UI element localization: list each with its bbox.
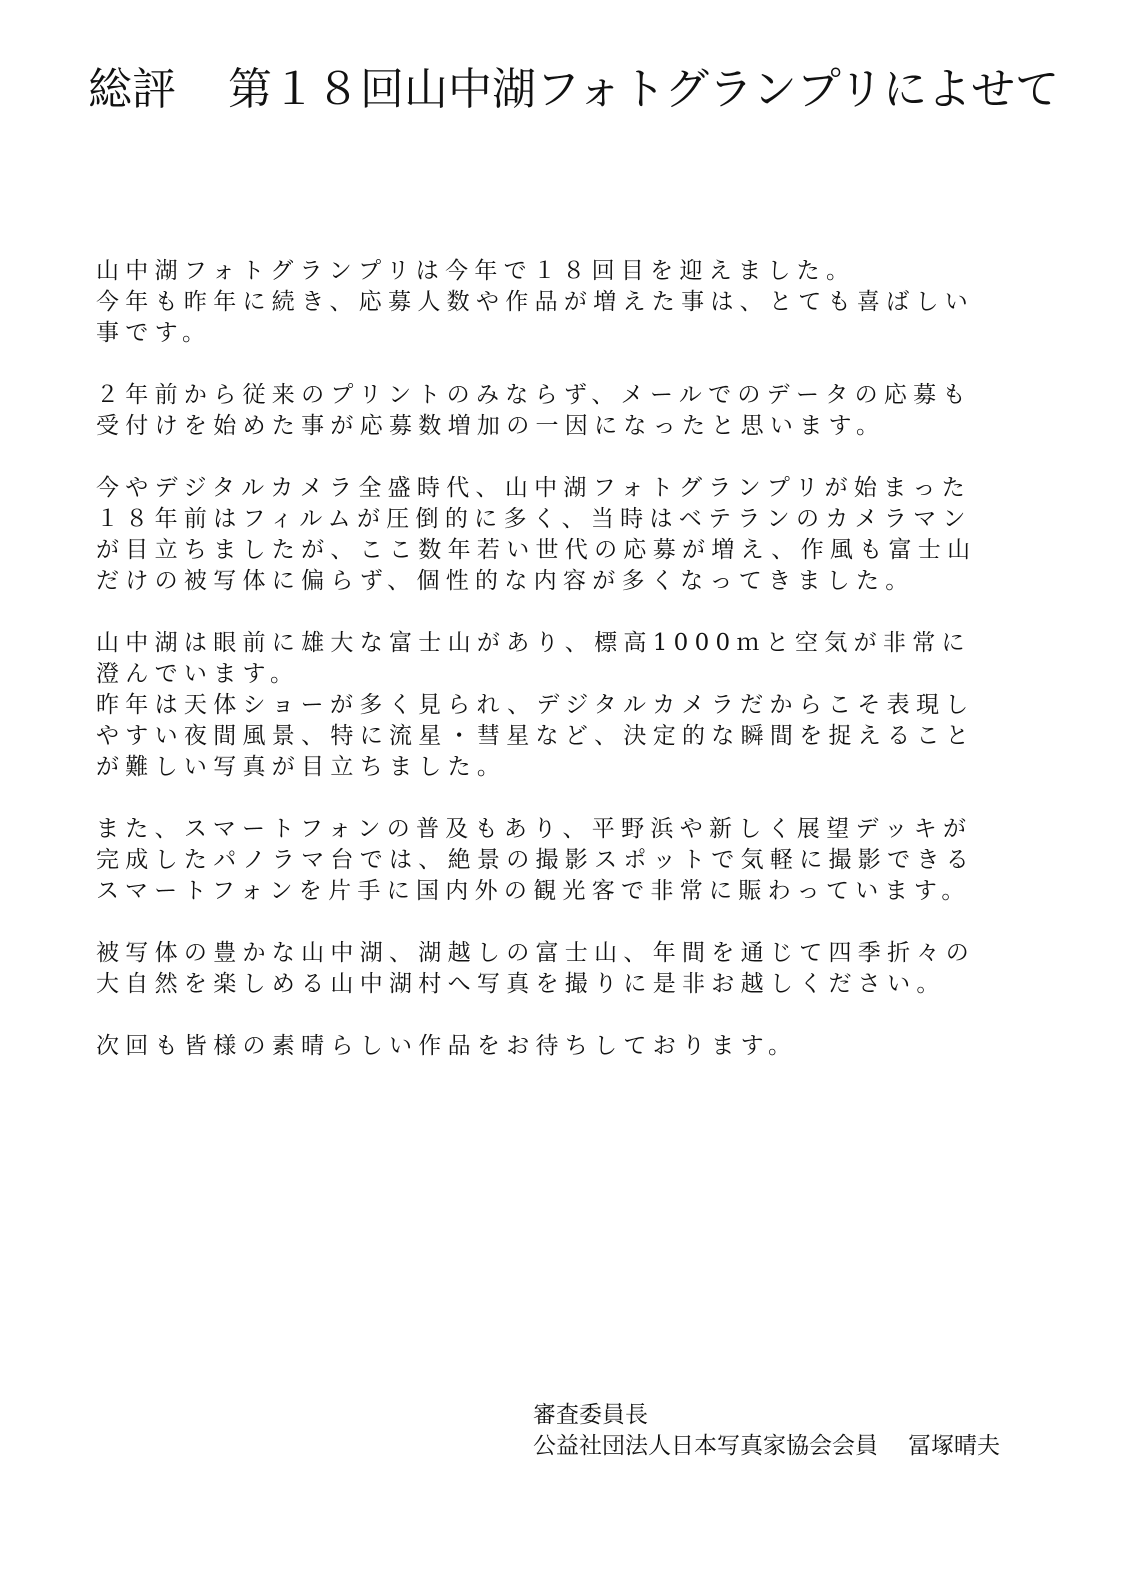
paragraph-scenery (96, 628, 1026, 783)
paragraph-intro (96, 256, 1026, 349)
signature-name: 冨塚晴夫 (908, 1433, 1000, 1459)
paragraph-line: やすい夜間風景、特に流星・彗星など、決定的な瞬間を捉えること (96, 723, 975, 749)
signature-block (533, 1400, 1000, 1462)
paragraph-spacer (96, 349, 1026, 380)
title-sub: 第１８回山中湖フォトグランプリによせて (228, 64, 1060, 115)
paragraph-line: が難しい写真が目立ちました。 (96, 754, 507, 780)
paragraph-line: 事です。 (96, 320, 212, 346)
paragraph-line: 昨年は天体ショーが多く見られ、デジタルカメラだからこそ表現し (96, 692, 975, 718)
paragraph-invitation (96, 938, 1026, 1000)
paragraph-spacer (96, 442, 1026, 473)
paragraph-line: 次回も皆様の素晴らしい作品をお待ちしております。 (96, 1033, 798, 1059)
paragraph-line: が目立ちましたが、ここ数年若い世代の応募が増え、作風も富士山 (96, 537, 977, 563)
paragraph-spacer (96, 907, 1026, 938)
paragraph-line: 山中湖フォトグランプリは今年で１８回目を迎えました。 (96, 258, 856, 284)
page-title (88, 64, 1060, 115)
paragraph-line: 被写体の豊かな山中湖、湖越しの富士山、年間を通じて四季折々の (96, 940, 975, 966)
paragraph-line: 大自然を楽しめる山中湖村へ写真を撮りに是非お越しください。 (96, 971, 946, 997)
paragraph-line: １８年前はフィルムが圧倒的に多く、当時はベテランのカメラマン (96, 506, 972, 532)
signature-organization: 公益社団法人日本写真家協会会員 (533, 1433, 878, 1459)
review-body (96, 256, 1026, 1062)
title-main: 総評 (88, 64, 176, 115)
paragraph-line: 完成したパノラマ台では、絶景の撮影スポットで気軽に撮影できる (96, 847, 975, 873)
signature-position: 審査委員長 (533, 1402, 648, 1428)
paragraph-line: スマートフォンを片手に国内外の観光客で非常に賑わっています。 (96, 878, 971, 904)
paragraph-digital-era (96, 473, 1026, 597)
paragraph-spacer (96, 1000, 1026, 1031)
paragraph-line: ２年前から従来のプリントのみならず、メールでのデータの応募も (96, 382, 972, 408)
paragraph-line: 受付けを始めた事が応募数増加の一因になったと思います。 (96, 413, 886, 439)
paragraph-spacer (96, 783, 1026, 814)
paragraph-submissions (96, 380, 1026, 442)
signature-affiliation-line (533, 1431, 1000, 1462)
paragraph-line: また、スマートフォンの普及もあり、平野浜や新しく展望デッキが (96, 816, 973, 842)
paragraph-smartphone (96, 814, 1026, 907)
paragraph-closing (96, 1031, 1026, 1062)
paragraph-spacer (96, 597, 1026, 628)
paragraph-line: 山中湖は眼前に雄大な富士山があり、標高1000ｍと空気が非常に (96, 630, 971, 656)
paragraph-line: 今やデジタルカメラ全盛時代、山中湖フォトグランプリが始まった (96, 475, 972, 501)
paragraph-line: 今年も昨年に続き、応募人数や作品が増えた事は、とても喜ばしい (96, 289, 975, 315)
paragraph-line: 澄んでいます。 (96, 661, 300, 687)
paragraph-line: だけの被写体に偏らず、個性的な内容が多くなってきました。 (96, 568, 915, 594)
